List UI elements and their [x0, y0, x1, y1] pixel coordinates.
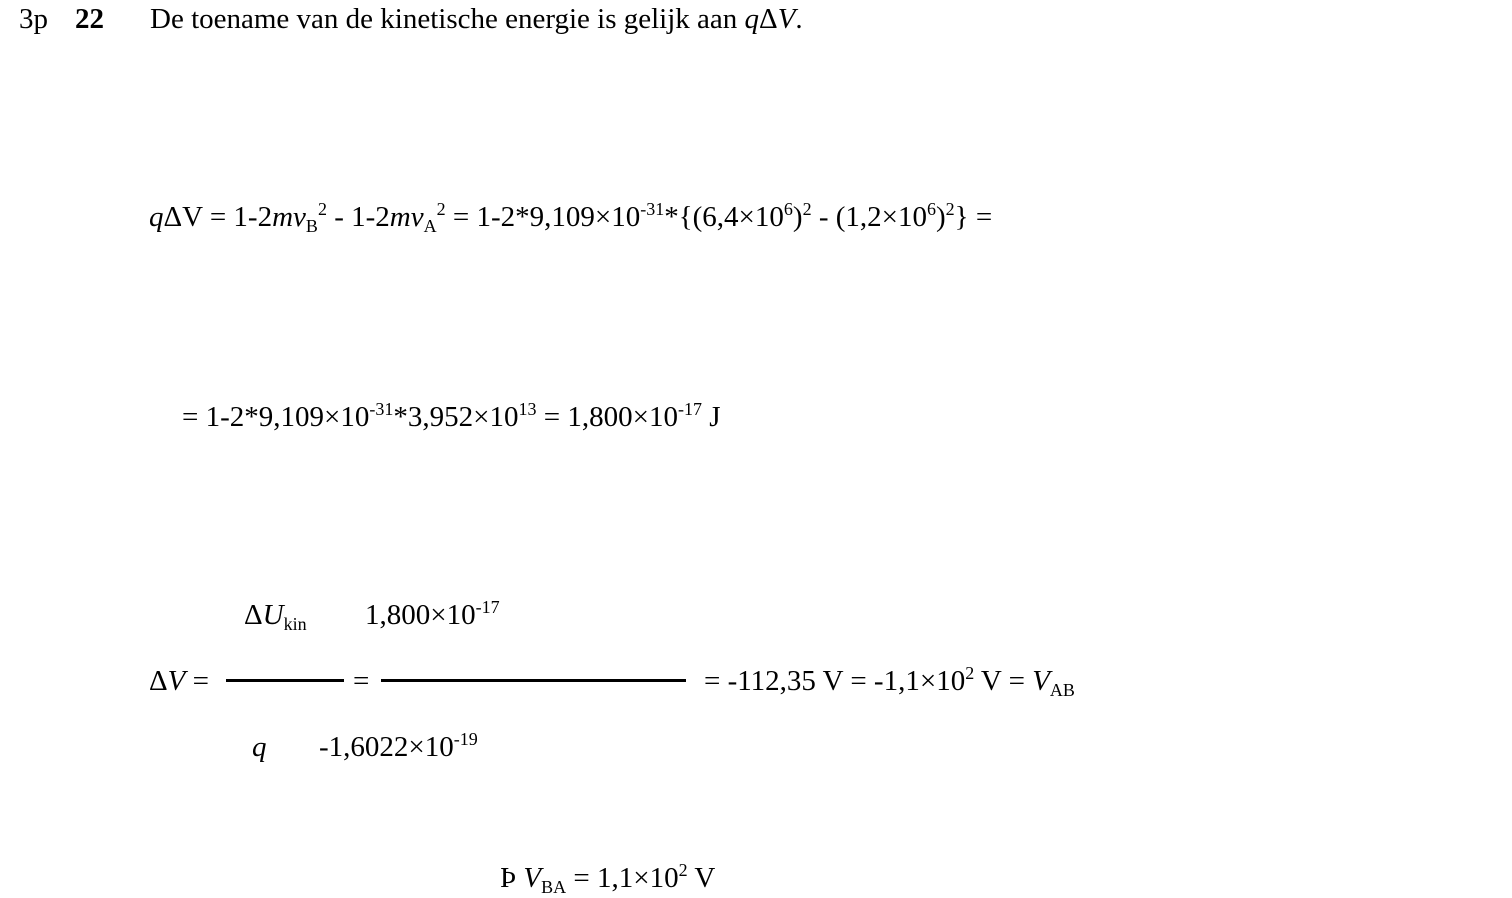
- fraction-2-bar: [381, 679, 686, 682]
- equation-line-2: = $1-2*9,109\times 10^{-31}*3,952\times 10^{13} = 1,800\times 10^{-17}$ J: [182, 399, 721, 433]
- fraction-result: = -112,35 $V = -1,1\times 10^2$ $V = V_{AB}$: [704, 663, 1075, 700]
- fraction-1-bar: [226, 679, 344, 682]
- fraction-1-numerator: $\Delta U_{kin}$: [244, 599, 307, 634]
- fraction-1-denominator: q: [252, 731, 267, 763]
- delta-v-lhs: ΔV =: [149, 665, 209, 697]
- fraction-2-denominator: $-1,6022\times 10^{-19}$: [319, 729, 478, 763]
- fraction-equals: =: [353, 665, 370, 697]
- equation-line-1: $q\Delta V = 1-2mv_B^2 - 1-2mv_A^2 = 1-2*9,109\times 10^{-31}*\{(6,4\times 10^6)^2 - (1,2\times 10^6)^2\}$ =: [149, 199, 993, 236]
- fraction-2-numerator: $1,800\times 10^{-17}$: [365, 597, 500, 631]
- question-number: 22: [75, 3, 104, 35]
- question-points: 3p: [19, 3, 48, 35]
- question-text: De toename van de kinetische energie is gelijk aan qΔV.: [150, 3, 803, 35]
- conclusion-line: Þ $V_{BA} = 1,1\times 10^2$ V: [500, 860, 716, 897]
